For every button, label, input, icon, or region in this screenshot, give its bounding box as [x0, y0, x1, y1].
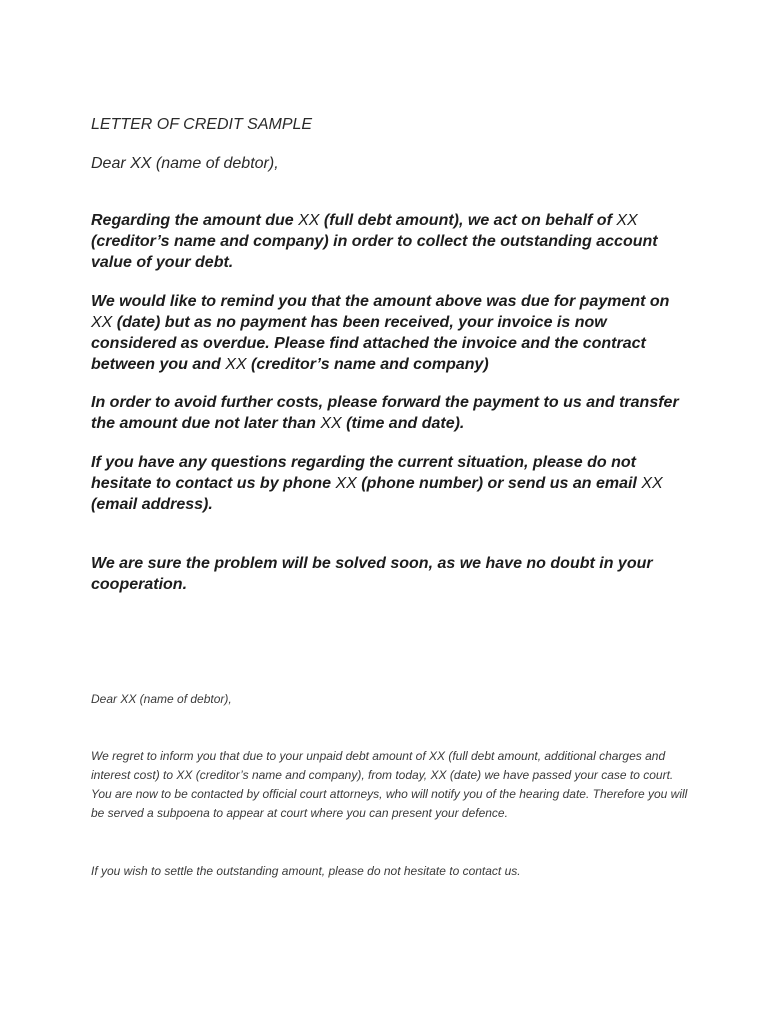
- second-letter-settle-paragraph: If you wish to settle the outstanding amount, please do not hesitate to contact us.: [91, 864, 521, 878]
- p2-placeholder-d: XX: [225, 356, 247, 373]
- p2-text-e: (creditor’s name and company): [246, 356, 489, 373]
- paragraph-reminder: [91, 291, 691, 375]
- p1-text-a: Regarding the amount due: [91, 212, 299, 229]
- p2-text-c: (date) but as no payment has been received, your invoice is now considered as overdue. Please find attached the invoice and the contract between you and: [91, 314, 646, 373]
- second-letter-court-paragraph: We regret to inform you that due to your unpaid debt amount of XX (full debt amount, additional charges and interest cost) to XX (creditor’s name and company), from today, XX (date) we have passed your case to court. You are now to be contacted by official court attorneys, who will notify you of the hearing date. Therefore you will be served a subpoena to appear at court where you can present your defence.: [91, 749, 688, 820]
- p4-placeholder-b: XX: [335, 475, 357, 492]
- paragraph-closing: We are sure the problem will be solved soon, as we have no doubt in your cooperation.: [91, 555, 653, 593]
- second-letter-greeting: Dear XX (name of debtor),: [91, 692, 232, 706]
- p4-text-a: If you have any questions regarding the current situation, please do not hesitate to contact us by phone: [91, 454, 636, 492]
- p2-placeholder-b: XX: [91, 314, 113, 331]
- p3-text-c: (time and date).: [341, 415, 465, 432]
- p2-text-a: We would like to remind you that the amount above was due for payment on: [91, 293, 670, 310]
- p1-placeholder-d: XX: [616, 212, 638, 229]
- paragraph-avoid-costs: [91, 392, 691, 434]
- p4-placeholder-d: XX: [641, 475, 663, 492]
- p3-placeholder-b: XX: [320, 415, 342, 432]
- p1-text-e: (creditor’s name and company) in order to collect the outstanding account value of your debt.: [91, 233, 658, 271]
- p1-placeholder-b: XX: [298, 212, 320, 229]
- p4-text-e: (email address).: [91, 496, 213, 513]
- p1-text-c: (full debt amount), we act on behalf of: [319, 212, 617, 229]
- paragraph-questions: [91, 452, 691, 515]
- letter-title: LETTER OF CREDIT SAMPLE: [91, 116, 313, 133]
- letter-greeting: Dear XX (name of debtor),: [91, 155, 279, 172]
- p3-text-a: In order to avoid further costs, please forward the payment to us and transfer the amount due not later than: [91, 394, 679, 432]
- p4-text-c: (phone number) or send us an email: [356, 475, 642, 492]
- paragraph-amount-due: [91, 210, 691, 273]
